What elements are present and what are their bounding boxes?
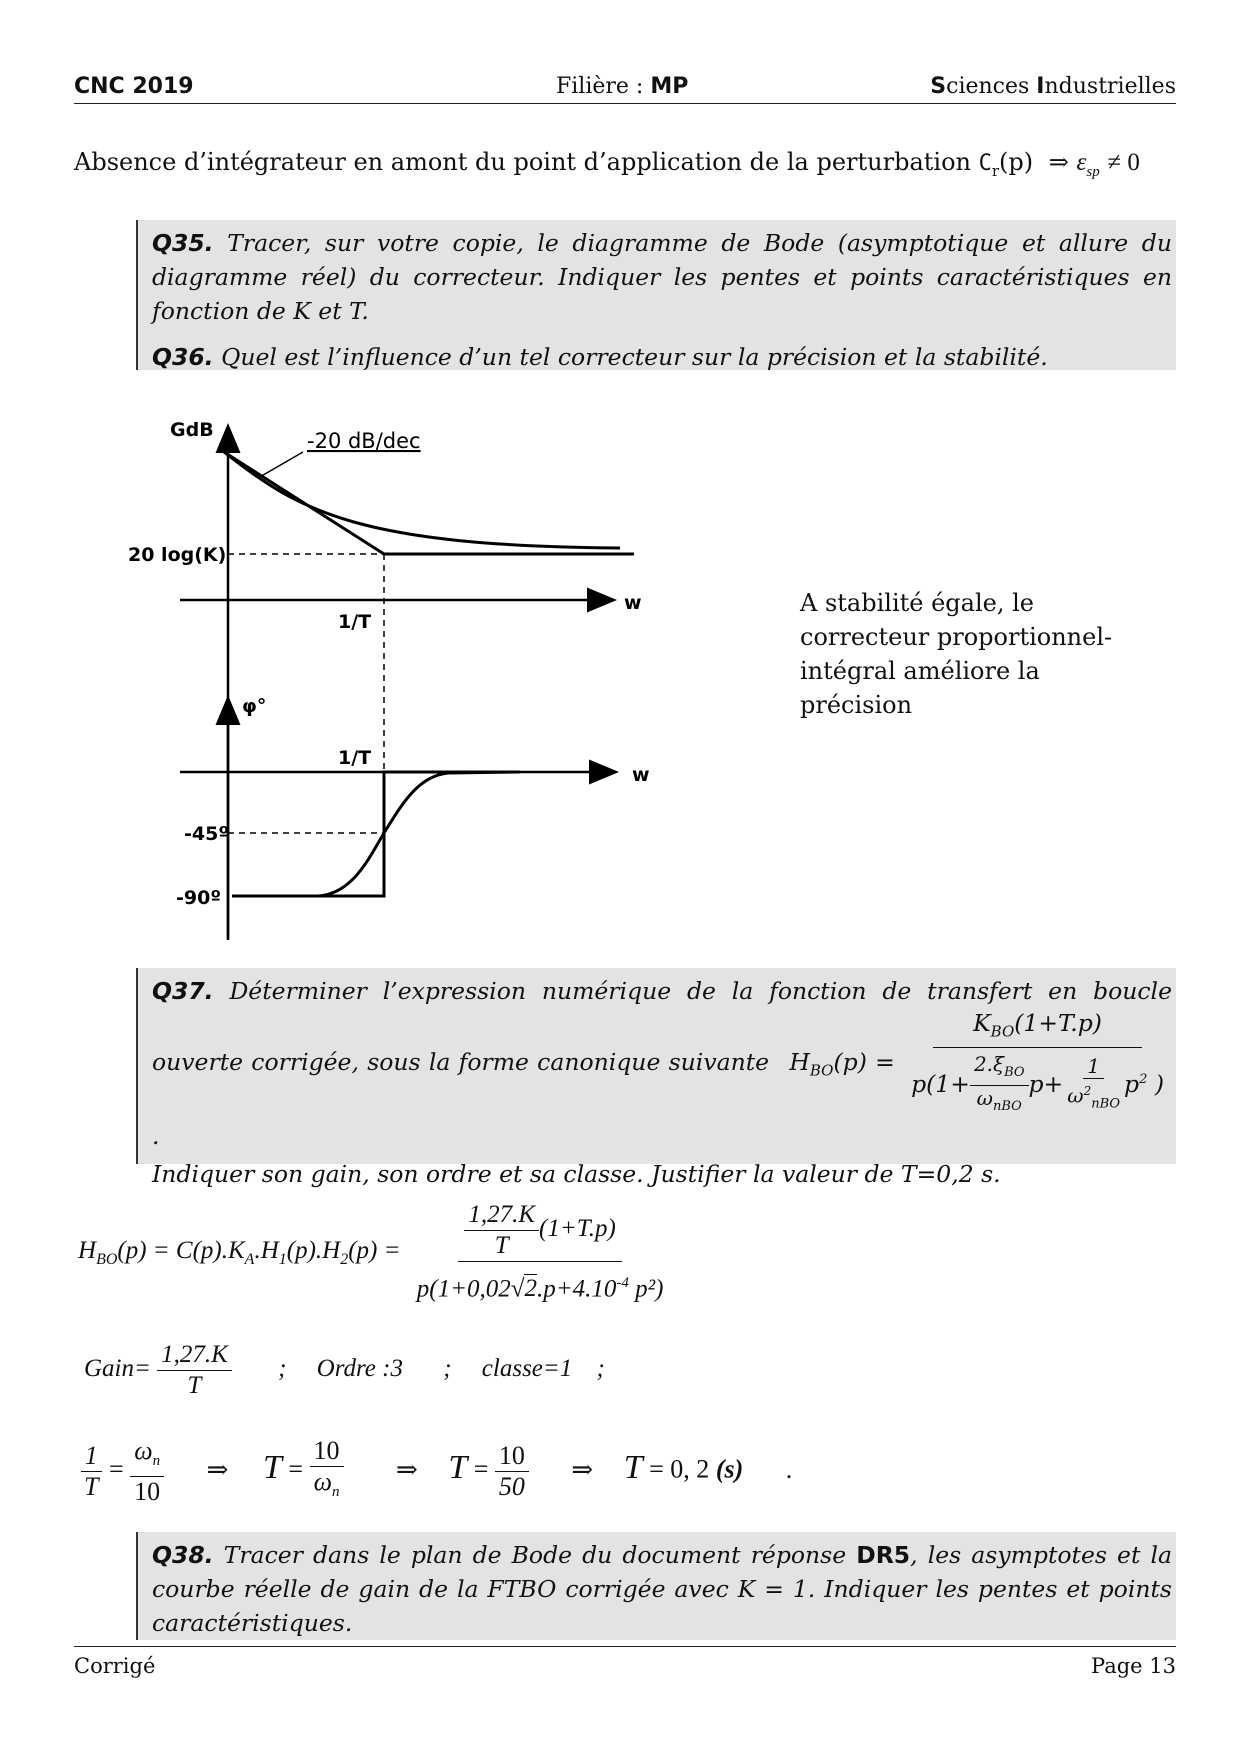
footer-rule	[74, 1646, 1176, 1647]
phase-real-curve	[232, 772, 520, 896]
question-box-q38	[136, 1532, 1176, 1640]
minus45-label: -45º	[184, 823, 230, 845]
slope-leader	[258, 452, 303, 478]
answer-hbo: $H_{BO}(p) = C(p).K_A.H_1(p).H_2(p)$ = $\frac{1,27.K}{T}$ (1+T.p) $p(1+0,02√2.p+4.10^{-4}$ p²)	[78, 1201, 664, 1303]
gain-real-curve	[224, 452, 620, 548]
header-center: Filière : MP	[556, 74, 689, 99]
question-box-q35-q36	[136, 220, 1176, 370]
gain-line: Gain= $\frac{1,27.K}{T}$ ; Ordre :3 ; classe=1 ;	[84, 1341, 605, 1399]
question-box-q37	[136, 968, 1176, 1188]
gain-asymptote	[224, 452, 634, 554]
header-right: Sciences Industrielles	[930, 74, 1176, 99]
question-q37: Q37. Déterminer l’expression numérique de la fonction de transfert en boucle ouverte corrigée, sous la forme canonique suivante $H_{BO}(p)$ = $K_{BO}(1+T.p)$ p(1+ $\frac{2.\xi_{BO}}{\omega_{nBO}}$ p+ $\frac{1}{\omega^2_{nBO}}$ $p^2$ ) .	[152, 977, 1172, 1150]
gain-axis-label: GdB	[170, 419, 214, 441]
t-derivation: $\frac{1}{T}$ = $\frac{\omega_n}{10}$ ⇒ T = $\frac{10}{\omega_n}$ ⇒ T = $\frac{10}{50}$ ⇒ T = 0, 2 (s) .	[80, 1436, 792, 1507]
corner-label: 1/T	[338, 611, 372, 633]
phase-axis-label: φ°	[242, 695, 267, 717]
side-note: A stabilité égale, le correcteur proportionnel- intégral améliore la précision	[800, 589, 1113, 719]
slope-label: -20 dB/dec	[307, 429, 421, 453]
footer-left: Corrigé	[74, 1654, 156, 1678]
header-left: CNC 2019	[74, 74, 194, 99]
header-rule	[74, 103, 1176, 104]
phase-freq-label: w	[632, 764, 650, 786]
intro-line: Absence d’intégrateur en amont du point d’application de la perturbation $C_r(p)$ ⇒ $\varepsilon_{sp} \ne 0$	[74, 148, 1140, 180]
phase-corner-label: 1/T	[338, 747, 372, 769]
question-q38: Q38. Tracer dans le plan de Bode du document réponse DR5, les asymptotes et la courbe réelle de gain de la FTBO corrigée avec K = 1. Indiquer les pentes et points caractéristiques.	[152, 1541, 1172, 1637]
footer-page-number: Page 13	[1091, 1654, 1176, 1678]
bode-diagram	[0, 400, 720, 960]
phase-asymptote	[232, 772, 520, 896]
question-q36: Q36. Quel est l’influence d’un tel correcteur sur la précision et la stabilité.	[152, 343, 1048, 371]
minus90-label: -90º	[176, 887, 222, 909]
canonical-form: $H_{BO}(p)$ = $K_{BO}(1+T.p)$ p(1+ $\frac{2.\xi_{BO}}{\omega_{nBO}}$ p+ $\frac{1}{\omega^2_{nBO}}$ $p^2$ ) .	[152, 1009, 1164, 1150]
question-q35: Q35. Tracer, sur votre copie, le diagramme de Bode (asymptotique et allure du diagramme réel) du correcteur. Indiquer les pentes et points caractéristiques en fonction de K et T.	[152, 229, 1172, 325]
gain-level-label: 20 log(K)	[128, 544, 227, 566]
question-q37-part2: Indiquer son gain, son ordre et sa classe. Justifier la valeur de T=0,2 s.	[152, 1159, 1001, 1188]
freq-label: w	[624, 592, 642, 614]
